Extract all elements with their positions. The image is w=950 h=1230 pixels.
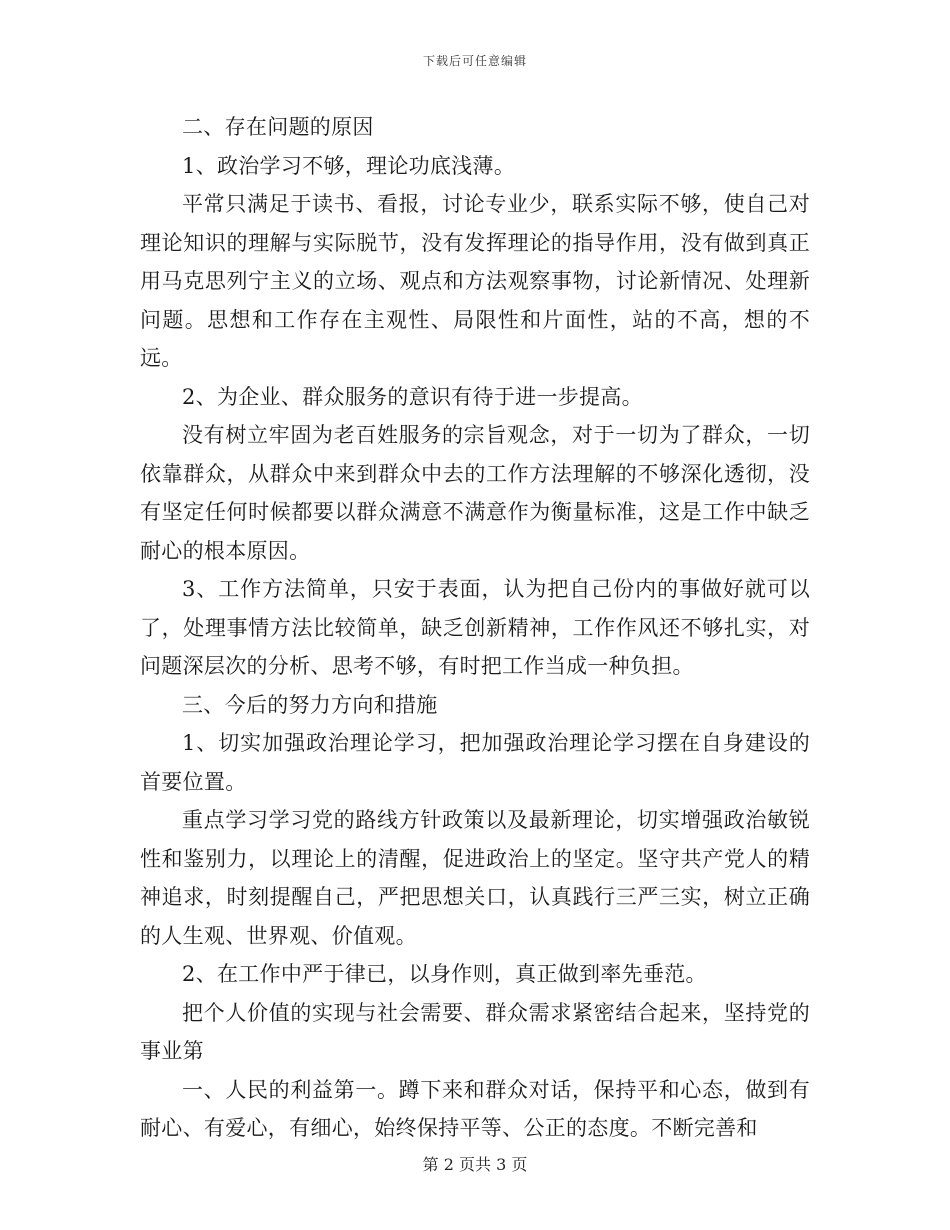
body-paragraph: 一、人民的利益第一。蹲下来和群众对话，保持平和心态，做到有耐心、有爱心，有细心，始终保持平等、公正的态度。不断完善和 <box>140 1077 810 1140</box>
section-heading-measures: 三、今后的努力方向和措施 <box>182 692 438 717</box>
section-heading-causes: 二、存在问题的原因 <box>182 115 374 139</box>
subheading-theory-study: 1、切实加强政治理论学习，把加强政治理论学习摆在自身建设的首要位置。 <box>140 731 810 794</box>
document-body <box>140 108 810 1148</box>
body-paragraph: 重点学习学习党的路线方针政策以及最新理论，切实增强政治敏锐性和鉴别力，以理论上的清醒，促进政治上的坚定。坚守共产党人的精神追求，时刻提醒自己，严把思想关口，认真践行三严三实，树立正确的人生观、世界观、价值观。 <box>140 808 810 948</box>
subheading-political-study: 1、政治学习不够，理论功底浅薄。 <box>182 153 516 178</box>
page-footer: 第 2 页共 3 页 <box>422 1155 528 1174</box>
subheading-work-methods: 3、工作方法简单，只安于表面，认为把自己份内的事做好就可以了，处理事情方法比较简单，缺乏创新精神，工作作风还不够扎实，对问题深层次的分析、思考不够，有时把工作当成一种负担。 <box>140 577 810 678</box>
page-header: 下载后可任意编辑 <box>422 54 527 68</box>
body-paragraph: 平常只满足于读书、看报，讨论专业少，联系实际不够，使自己对理论知识的理解与实际脱节，没有发挥理论的指导作用，没有做到真正用马克思列宁主义的立场、观点和方法观察事物，讨论新情况、处理新问题。思想和工作存在主观性、局限性和片面性，站的不高，想的不远。 <box>140 192 810 370</box>
subheading-service-awareness: 2、为企业、群众服务的意识有待于进一步提高。 <box>182 384 643 409</box>
subheading-self-discipline: 2、在工作中严于律已，以身作则，真正做到率先垂范。 <box>182 962 707 986</box>
body-paragraph: 没有树立牢固为老百姓服务的宗旨观念，对于一切为了群众，一切依靠群众，从群众中来到群众中去的工作方法理解的不够深化透彻，没有坚定任何时候都要以群众满意不满意作为衡量标准，这是工作中缺乏耐心的根本原因。 <box>140 423 810 563</box>
body-paragraph: 把个人价值的实现与社会需要、群众需求紧密结合起来，坚持党的事业第 <box>140 1000 810 1063</box>
